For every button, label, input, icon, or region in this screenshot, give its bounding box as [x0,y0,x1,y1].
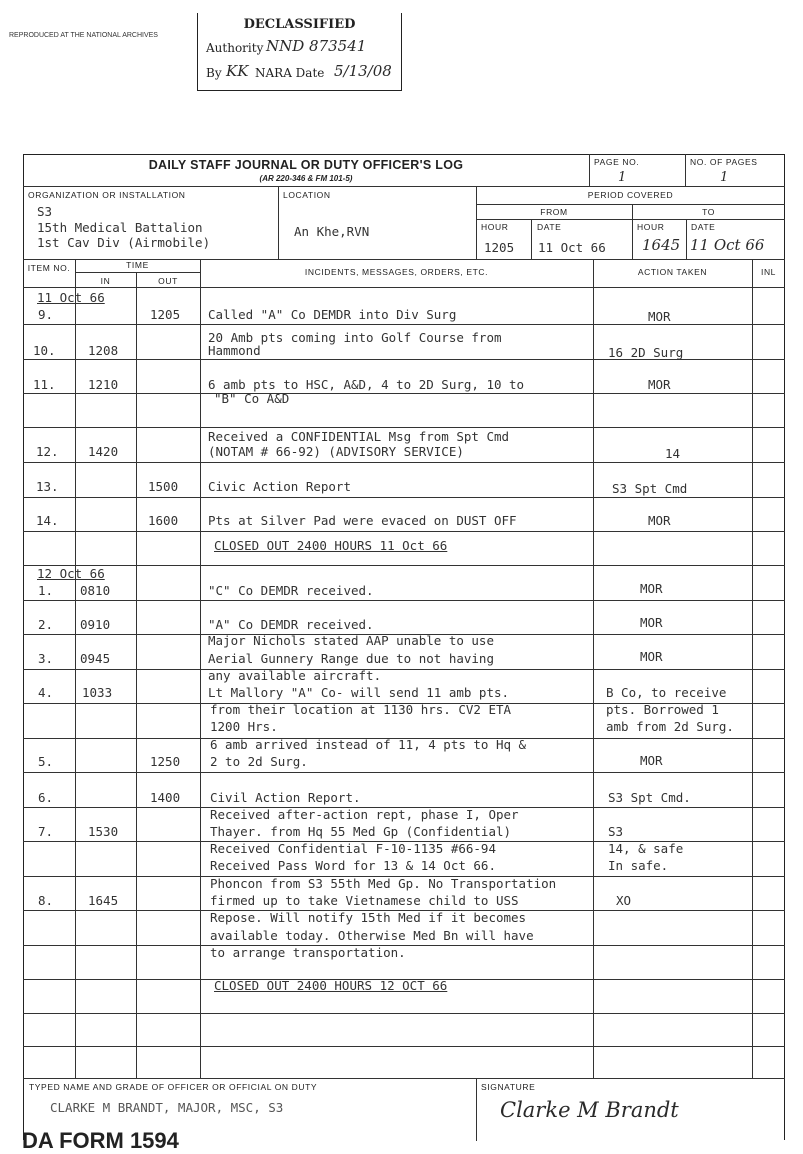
authority-value: NND 873541 [266,37,367,55]
row-time-in: 0910 [80,617,111,632]
declassified-stamp [197,13,402,91]
row-item-no: 7. [38,824,54,839]
inl-header: INL [760,267,777,277]
row-action: B Co, to receive [606,685,727,700]
row-action: 14 [665,446,681,461]
authority-label: Authority [206,41,264,55]
row-item-no: 5. [38,754,54,769]
row-time-out: 1500 [148,479,179,494]
row-incident: Civil Action Report. [210,790,361,805]
from-hour-value: 1205 [484,240,515,255]
closed-out-line: CLOSED OUT 2400 HOURS 11 Oct 66 [214,538,448,553]
row-incident: 20 Amb pts coming into Golf Course from [208,330,502,345]
by-value: KK [226,62,249,80]
row-item-no: 2. [38,617,54,632]
row-action: MOR [640,581,663,596]
row-time-in: 1645 [88,893,119,908]
row-incident: Received a CONFIDENTIAL Msg from Spt Cmd [208,429,510,444]
row-time-in: 1033 [82,685,113,700]
from-date-value: 11 Oct 66 [538,240,606,255]
declassified-title: DECLASSIFIED [243,17,356,32]
row-incident: Hammond [208,343,261,358]
row-action: MOR [640,615,663,630]
row-action: 14, & safe [608,841,684,856]
location-value: An Khe,RVN [294,224,370,239]
row-time-out: 1400 [150,790,181,805]
row-incident: Phoncon from S3 55th Med Gp. No Transportation [210,876,557,891]
closed-out-line: CLOSED OUT 2400 HOURS 12 OCT 66 [214,978,448,993]
from-date-label: DATE [537,222,562,232]
page-no-value: 1 [618,170,627,185]
row-item-no: 11. [33,377,56,392]
row-action: MOR [640,649,663,664]
row-item-no: 4. [38,685,54,700]
row-incident: 6 amb arrived instead of 11, 4 pts to Hq & [210,737,527,752]
row-action: MOR [640,753,663,768]
org-label: ORGANIZATION OR INSTALLATION [28,190,186,200]
row-item-no: 13. [36,479,59,494]
typed-name-value: CLARKE M BRANDT, MAJOR, MSC, S3 [50,1100,284,1115]
row-item-no: 9. [38,307,54,322]
row-action: S3 [608,824,624,839]
row-action: pts. Borrowed 1 [606,702,719,717]
row-incident: Repose. Will notify 15th Med if it becomes [210,910,527,925]
row-action: 16 2D Surg [608,345,684,360]
no-pages-value: 1 [720,170,729,185]
row-action: amb from 2d Surg. [606,719,734,734]
row-incident: Received Confidential F-10-1135 #66-94 [210,841,496,856]
action-header: ACTION TAKEN [637,267,708,277]
org-line: 1st Cav Div (Airmobile) [37,235,211,250]
row-action: MOR [648,513,671,528]
form-id: DA FORM 1594 [22,1128,179,1153]
row-action: In safe. [608,858,669,873]
row-incident: 2 to 2d Surg. [210,754,308,769]
signature: Clarke M Brandt [500,1098,679,1122]
to-label: TO [702,207,715,217]
row-incident: Thayer. from Hq 55 Med Gp (Confidential) [210,824,512,839]
item-no-header: ITEM NO. [27,263,71,273]
row-incident: (NOTAM # 66-92) (ADVISORY SERVICE) [208,444,464,459]
row-incident: 6 amb pts to HSC, A&D, 4 to 2D Surg, 10 to [208,377,525,392]
in-header: IN [100,276,111,286]
row-incident: Pts at Silver Pad were evaced on DUST OFF [208,513,517,528]
row-item-no: 14. [36,513,59,528]
row-action: XO [616,893,632,908]
row-time-out: 1205 [150,307,181,322]
out-header: OUT [158,276,178,286]
row-item-no: 12. [36,444,59,459]
row-incident: Lt Mallory "A" Co- will send 11 amb pts. [208,685,510,700]
page-no-label: PAGE NO. [594,157,640,167]
row-item-no: 6. [38,790,54,805]
row-time-in: 1530 [88,824,119,839]
row-time-in: 1210 [88,377,119,392]
row-incident: Major Nichols stated AAP unable to use [208,633,494,648]
row-action: MOR [648,377,671,392]
date-heading: 11 Oct 66 [37,290,105,305]
nara-date-label: NARA Date [255,66,325,80]
row-item-no: 8. [38,893,54,908]
row-action: MOR [648,309,671,324]
from-label: FROM [540,207,568,217]
row-incident: firmed up to take Vietnamese child to USS [210,893,519,908]
form-subtitle: (AR 220-346 & FM 101-5) [259,174,353,183]
signature-label: SIGNATURE [481,1082,536,1092]
to-hour-value: 1645 [642,236,681,254]
row-incident: Civic Action Report [208,479,351,494]
row-incident: "C" Co DEMDR received. [208,583,374,598]
row-incident: "B" Co A&D [214,391,290,406]
to-hour-label: HOUR [637,222,665,232]
row-item-no: 10. [33,343,56,358]
from-hour-label: HOUR [481,222,509,232]
date-heading: 12 Oct 66 [37,566,105,581]
to-date-label: DATE [691,222,716,232]
row-item-no: 3. [38,651,54,666]
row-action: S3 Spt Cmd [612,481,688,496]
incidents-header: INCIDENTS, MESSAGES, ORDERS, ETC. [304,267,489,277]
row-incident: "A" Co DEMDR received. [208,617,374,632]
row-incident: to arrange transportation. [210,945,406,960]
row-incident: Received after-action rept, phase I, Oper [210,807,519,822]
row-incident: 1200 Hrs. [210,719,278,734]
row-incident: available today. Otherwise Med Bn will have [210,928,534,943]
location-label: LOCATION [283,190,331,200]
row-incident: any available aircraft. [208,668,382,683]
row-action: S3 Spt Cmd. [608,790,691,805]
row-time-out: 1250 [150,754,181,769]
row-incident: from their location at 1130 hrs. CV2 ETA [210,702,512,717]
org-line: 15th Medical Battalion [37,219,203,235]
by-label: By [206,66,222,80]
period-label: PERIOD COVERED [587,190,674,200]
row-item-no: 1. [38,583,54,598]
archive-note: REPRODUCED AT THE NATIONAL ARCHIVES [9,32,158,39]
to-date-value: 11 Oct 66 [690,236,765,254]
typed-name-label: TYPED NAME AND GRADE OF OFFICER OR OFFICIAL ON DUTY [29,1082,318,1092]
row-incident: Received Pass Word for 13 & 14 Oct 66. [210,858,496,873]
row-time-out: 1600 [148,513,179,528]
time-header: TIME [126,260,149,270]
form-title: DAILY STAFF JOURNAL OR DUTY OFFICER'S LOG [148,158,464,172]
row-time-in: 1420 [88,444,119,459]
row-time-in: 0945 [80,651,111,666]
nara-date-value: 5/13/08 [334,62,392,80]
row-incident: Aerial Gunnery Range due to not having [208,651,494,666]
row-incident: Called "A" Co DEMDR into Div Surg [208,307,457,322]
row-time-in: 0810 [80,583,111,598]
org-line: S3 [37,204,53,219]
no-pages-label: NO. OF PAGES [690,157,758,167]
org-value [37,204,210,251]
row-time-in: 1208 [88,343,119,358]
